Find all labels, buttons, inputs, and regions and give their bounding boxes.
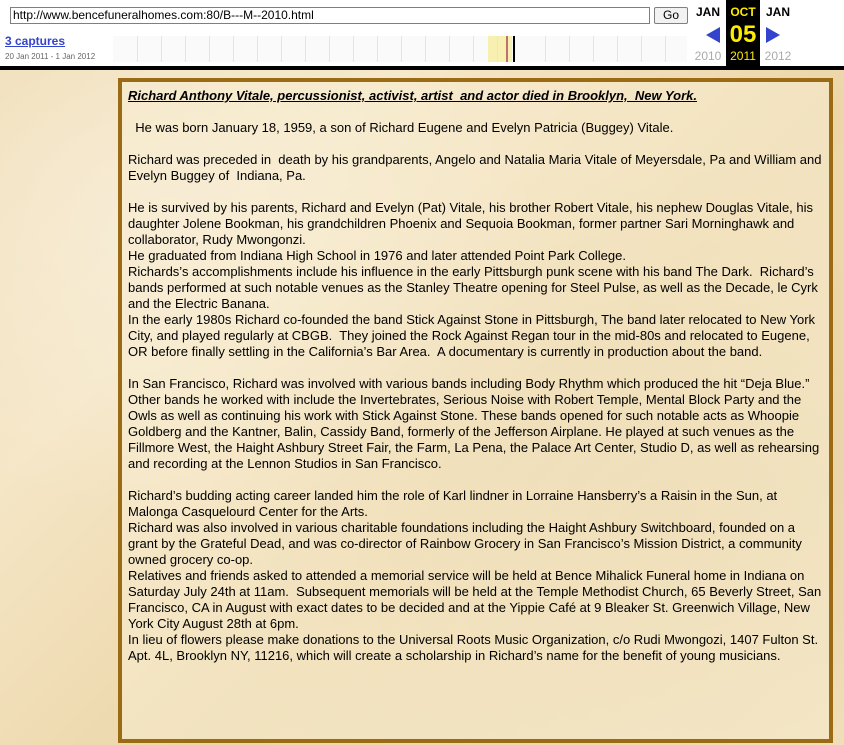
sparkline-year [569, 36, 594, 62]
sparkline-year [137, 36, 162, 62]
obituary-title: Richard Anthony Vitale, percussionist, activist, artist and actor died in Brooklyn, New York. [128, 88, 698, 103]
obituary-frame [118, 78, 833, 743]
sparkline-year [521, 36, 546, 62]
sparkline-year [329, 36, 354, 62]
paragraph-memorial: Relatives and friends asked to attended a memorial service will be held at Bence Mihalick Funeral home in Indiana on Saturday July 24th at 11am. Subsequent memorials will be held at the Temple Methodist Church, 65 Beverly Street, San Francisco, CA in August with exact dates to be decided and at the Yippie Café at 9 Bleaker St. Greenwich Village, New York City August 28th at 6pm. [128, 568, 825, 631]
sparkline-year [257, 36, 282, 62]
paragraph-pittsburgh: Richards’s accomplishments include his influence in the early Pittsburgh punk scene with his band The Dark. Richard’s bands performed at such notable venues as the Stanley Theatre opening for Steel Pulse, as well as the Decade, le Cyrk and the Electric Banana. [128, 264, 822, 311]
sparkline-year [449, 36, 474, 62]
prev-month[interactable]: JAN [695, 5, 720, 19]
sparkline-year [593, 36, 618, 62]
sparkline-year [401, 36, 426, 62]
paragraph-survived: He is survived by his parents, Richard and Evelyn (Pat) Vitale, his brother Robert Vitale, his nephew Douglas Vitale, his daughter Jolene Bookman, his grandchildren Phoenix and Sequoia Bookman, former partner Sari Morninghawk and collaborator, Rudy Mwongonzi. [128, 200, 817, 247]
sparkline-year [425, 36, 450, 62]
sparkline-year [353, 36, 378, 62]
paragraph-acting: Richard’s budding acting career landed him the role of Karl lindner in Lorraine Hansberry’s a Raisin in the Sun, at Malonga Casquelourd Center for the Arts. [128, 488, 781, 519]
wayback-toolbar [0, 0, 844, 70]
sparkline-year [641, 36, 666, 62]
next-arrow-icon[interactable] [766, 27, 780, 43]
paragraph-stick-against-stone: In the early 1980s Richard co-founded the band Stick Against Stone in Pittsburgh, The band later relocated to New York City, and played regularly at CBGB. They joined the Rock Against Regan tour in the mid-80s and relocated to Eugene, OR before finally settling in the California’s Bar Area. A documentary is currently in production about the band. [128, 312, 819, 359]
capture-tick[interactable] [506, 36, 508, 62]
captures-date-range: 20 Jan 2011 - 1 Jan 2012 [5, 52, 96, 61]
sparkline-year [281, 36, 306, 62]
current-capture [726, 0, 760, 66]
sparkline-year [473, 36, 498, 62]
captures-link[interactable]: 3 captures [5, 34, 66, 48]
paragraph-education: He graduated from Indiana High School in 1976 and later attended Point Park College. [128, 248, 626, 263]
url-input[interactable] [10, 7, 650, 24]
sparkline-year [617, 36, 642, 62]
prev-arrow-icon[interactable] [706, 27, 720, 43]
capture-tick[interactable] [513, 36, 515, 62]
current-month: OCT [730, 5, 756, 19]
go-button[interactable]: Go [654, 7, 688, 24]
sparkline-year [161, 36, 186, 62]
current-day: 05 [729, 21, 757, 48]
obituary-body [128, 88, 826, 664]
paragraph-san-francisco: In San Francisco, Richard was involved with various bands including Body Rhythm which produced the hit “Deja Blue.” Other bands he worked with include the Invertebrates, Serious Noise with Robert Temple, Mental Block Party and the Owls as well as continuing his work with Stick Against Stone. These bands opened for such notable acts as Whoopie Goldberg and the Kantner, Balin, Cassidy Band, formerly of the Jefferson Airplane. He played at such venues as the Fillmore West, the Haight Ashbury Street Fair, the Farm, La Pena, the Palace Art Center, Studio D, as well as rehearsing and recording at the Lennon Studios in San Francisco. [128, 376, 823, 471]
sparkline-year [209, 36, 234, 62]
sparkline-year [185, 36, 210, 62]
paragraph-charity: Richard was also involved in various charitable foundations including the Haight Ashbury Switchboard, founded on a grant by the Grateful Dead, and was co-director of Rainbow Grocery in San Francisco’s Mission District, a community owned grocery co-op. [128, 520, 806, 567]
sparkline-year [377, 36, 402, 62]
sparkline-year [113, 36, 138, 62]
capture-sparkline[interactable] [113, 36, 687, 62]
sparkline-year [233, 36, 258, 62]
paragraph-birth: He was born January 18, 1959, a son of Richard Eugene and Evelyn Patricia (Buggey) Vitale. [128, 120, 674, 135]
sparkline-year [305, 36, 330, 62]
sparkline-year [545, 36, 570, 62]
paragraph-donations: In lieu of flowers please make donations to the Universal Roots Music Organization, c/o Rudi Mwongozi, 1407 Fulton St. Apt. 4L, Brooklyn NY, 11216, which will create a scholarship in Richard’s name for the benefit of young musicians. [128, 632, 821, 663]
paragraph-preceded: Richard was preceded in death by his grandparents, Angelo and Natalia Maria Vitale of Meyersdale, Pa and William and Evelyn Buggey of Indiana, Pa. [128, 152, 826, 183]
next-year[interactable]: 2012 [764, 49, 792, 63]
current-year: 2011 [730, 49, 756, 63]
next-month[interactable]: JAN [765, 5, 790, 19]
prev-year[interactable]: 2010 [694, 49, 722, 63]
